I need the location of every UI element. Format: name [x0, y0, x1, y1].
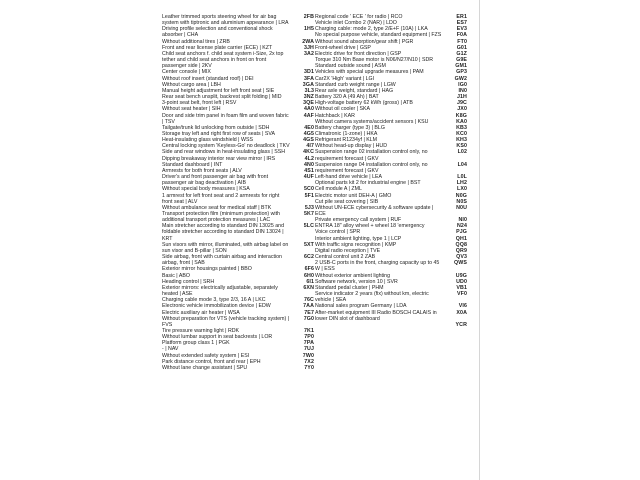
equipment-code: 4KC	[303, 149, 314, 156]
equipment-description: National sales program Germany | LDA	[315, 303, 407, 310]
equipment-description: Side airbag, front with curtain airbag and interaction airbag, front | SAB	[162, 254, 282, 267]
equipment-code: KH3	[456, 137, 467, 144]
equipment-code: 5XT	[303, 241, 314, 248]
equipment-code: QWS	[454, 260, 467, 267]
equipment-code: QH1	[455, 235, 467, 242]
equipment-description: Dipping breakaway interior rear view mirror | IRS	[162, 155, 276, 162]
equipment-code: GP3	[456, 69, 467, 76]
equipment-code: 3D1	[303, 69, 314, 76]
equipment-code: 4I7	[306, 143, 314, 150]
equipment-code-sheet	[162, 14, 470, 472]
equipment-code: QR9	[455, 247, 467, 254]
equipment-description: Manual height adjustment for left front seat | SIE	[162, 87, 275, 94]
equipment-code: 4G5	[303, 130, 314, 137]
equipment-code: PJG	[456, 229, 467, 236]
equipment-code: JX0	[457, 106, 467, 113]
equipment-code: 7K1	[303, 327, 314, 334]
equipment-row	[162, 113, 314, 125]
equipment-code: 5K7	[303, 211, 314, 217]
equipment-description: Without seat heater | SIH	[162, 106, 221, 113]
equipment-description: Without exterior ambient lighting	[315, 272, 390, 279]
equipment-code: LH2	[456, 180, 467, 187]
page-divider	[479, 0, 480, 480]
equipment-code: N0G	[455, 192, 467, 199]
equipment-description: Standard curb weight range | LGW	[315, 81, 396, 88]
equipment-code: X0A	[456, 309, 467, 316]
equipment-column-left	[162, 14, 314, 371]
equipment-description: Charging cable mode 3, type 2/3, 16 A | LKC	[162, 297, 266, 304]
equipment-row	[315, 291, 467, 303]
equipment-code: 7W0	[302, 352, 314, 359]
equipment-code: UD0	[456, 278, 467, 285]
equipment-description: Digital radio reception | TVE	[315, 247, 381, 254]
equipment-description: Tailgate/trunk lid unlocking from outside | SDH	[162, 124, 270, 131]
equipment-code: IN0	[458, 87, 467, 94]
equipment-description: Basic | ABO	[162, 272, 190, 279]
equipment-description: Cut pile seat covering | SIB	[315, 198, 379, 205]
equipment-row	[315, 149, 467, 161]
equipment-code: FT0	[457, 38, 467, 45]
equipment-row	[162, 211, 314, 223]
equipment-code: VB1	[456, 284, 467, 291]
equipment-code: ES7	[456, 20, 467, 27]
equipment-code: L0L	[457, 174, 467, 181]
equipment-code: G01	[456, 44, 467, 51]
equipment-row	[162, 14, 314, 26]
equipment-description: Electric drive for front direction | GSP	[315, 50, 402, 57]
equipment-code: QQ8	[455, 241, 467, 248]
equipment-code: 2WA	[302, 38, 314, 45]
equipment-code: 3JH	[303, 44, 314, 51]
equipment-description: Rear seat bench unsplit, backrest split folding | MID	[162, 94, 282, 101]
equipment-description: Without special body measures | KSA	[162, 186, 250, 193]
equipment-description: Side and rear windows in heat-insulating glass | SSH	[162, 149, 286, 156]
equipment-code: GM1	[455, 63, 467, 70]
equipment-row	[162, 223, 314, 241]
equipment-description: Without sound absorption/gear shift | PGR	[315, 38, 414, 45]
equipment-description: Rear axle weight, standard | HAG	[315, 87, 394, 94]
equipment-row	[315, 260, 467, 272]
equipment-code: 6XN	[303, 284, 314, 291]
equipment-description: Electric motor unit DEH-A | GMO	[315, 192, 392, 199]
equipment-description: 2 USB-C ports in the front, charging capacity up to 45 W | ESS	[315, 260, 440, 273]
equipment-code: N0S	[456, 198, 467, 205]
equipment-row	[315, 322, 467, 328]
equipment-description: Exterior mirror housings painted | BBO	[162, 266, 252, 273]
equipment-description: Transport protection film (minimum protection) with additional transport protection measures | LAC	[162, 211, 280, 224]
equipment-code: 4GS	[303, 137, 314, 144]
equipment-description: Main stretcher according to standard DIN 13025 and foldable stretcher according to standard DIN 13024 | KRT	[162, 223, 284, 242]
equipment-description: Tire pressure warning light | RDK	[162, 327, 240, 334]
equipment-row	[162, 26, 314, 38]
equipment-description: Regional code ' ECE ' for radio | RCO	[315, 14, 403, 20]
equipment-description: Battery charger (type 3) | BLG	[315, 124, 385, 131]
equipment-description: 1 armrest for left front seat and 2 armrests for right front seat | ALV	[162, 192, 280, 205]
equipment-code: 6C2	[303, 254, 314, 261]
equipment-description: Central control unit 2 ZAB	[315, 254, 376, 261]
equipment-code: LX0	[456, 186, 467, 193]
equipment-row	[315, 162, 467, 174]
equipment-code: KC0	[456, 130, 467, 137]
equipment-code: N0U	[456, 204, 467, 211]
equipment-description: Heading control | SRH	[162, 278, 215, 285]
equipment-code: 7X2	[304, 358, 314, 365]
equipment-code: ER1	[456, 14, 467, 20]
equipment-description: Torque 310 Nm Base motor is N06/N27/N10 | SDR	[315, 57, 434, 64]
equipment-code: YCR	[455, 321, 467, 328]
equipment-description: Driver's and front passenger air bag with front passenger air bag deactivation | AIB	[162, 174, 269, 187]
equipment-code: J9C	[456, 100, 467, 107]
equipment-code: L04	[457, 161, 467, 168]
equipment-description: Without extended safety system | ESI	[162, 352, 250, 359]
equipment-row	[162, 365, 314, 371]
equipment-row	[162, 285, 314, 297]
equipment-code: 3FA	[303, 75, 314, 82]
equipment-description: No special purpose vehicle, standard equipment | FZS	[315, 32, 442, 39]
equipment-description: Vehicles with special upgrade measures | PAM	[315, 69, 424, 76]
equipment-description: Leather trimmed sports steering wheel for air bag system with tiptronic and aluminium appearance | LRA	[162, 14, 289, 27]
equipment-code: G1Z	[456, 50, 467, 57]
equipment-row	[162, 316, 314, 328]
equipment-code: NI0	[458, 217, 467, 224]
equipment-code: 6F6	[304, 266, 314, 273]
equipment-description: Standard dashboard | INT	[162, 161, 223, 168]
equipment-description: Refrigerant R1234yf | KLM	[315, 137, 378, 144]
equipment-code: 7UJ	[303, 346, 314, 353]
equipment-code: 1H5	[303, 26, 314, 33]
equipment-description: Without ambulance seat for medical staff | BTK	[162, 204, 272, 211]
equipment-description: - | NAV	[162, 346, 179, 353]
equipment-code: U9G	[455, 272, 467, 279]
equipment-column-right	[315, 14, 467, 328]
equipment-code: K8G	[455, 112, 467, 119]
equipment-code: 5LC	[303, 223, 314, 230]
equipment-description: After-market equipment III Radio BOSCH CALAIS in lower DIN slot of dashboard	[315, 309, 437, 322]
equipment-description: Standard pedal cluster | PHM	[315, 284, 384, 291]
equipment-code: G9E	[456, 57, 467, 64]
equipment-description: Child seat anchors f. child seat system i-Size, 2x top tether and child seat anchors in front on front passenger side | 2KV	[162, 50, 284, 70]
equipment-code: KS0	[456, 143, 467, 150]
equipment-description: Software network, version 10 | SVR	[315, 278, 398, 285]
equipment-description: Front and rear license plate carrier (ECE) | KZT	[162, 44, 273, 51]
equipment-code: 7P0	[304, 334, 314, 341]
equipment-description: ENTRA 18" alloy wheel + wheel 18 'emergency	[315, 223, 425, 230]
equipment-code: KB3	[456, 124, 467, 131]
equipment-description: Climatronic (1-zone) | HKA	[315, 130, 378, 137]
equipment-code: QV3	[456, 254, 467, 261]
equipment-code: 4AF	[303, 112, 314, 119]
equipment-description: Cell module A | ZML	[315, 186, 362, 193]
equipment-code: IG0	[458, 81, 467, 88]
equipment-code: 6I1	[306, 278, 314, 285]
equipment-description: Electric auxiliary air heater | WSA	[162, 309, 240, 316]
equipment-code: 3L3	[304, 87, 314, 94]
equipment-description: Vehicle inlet Combo 2 (NAR) | LDO	[315, 20, 397, 27]
equipment-description: Driving profile selection and conventional shock absorber | CHA	[162, 26, 273, 39]
equipment-description: Front-wheel drive | GSP	[315, 44, 371, 51]
equipment-description: Interior ambient lighting, type 1 | LCP	[315, 235, 402, 242]
equipment-description: Without additional tires | ZRB	[162, 38, 230, 45]
equipment-code: 4UF	[303, 174, 314, 181]
equipment-description: Without UN-ECE cybersecurity & software update | ECE	[315, 204, 434, 217]
equipment-row	[162, 193, 314, 205]
equipment-code: VF0	[456, 291, 467, 298]
equipment-code: L02	[457, 149, 467, 156]
equipment-code: GW2	[454, 75, 467, 82]
equipment-code: 5C0	[303, 186, 314, 193]
equipment-code: KA0	[456, 118, 467, 125]
equipment-code: 76C	[303, 297, 314, 304]
equipment-description: Sun visors with mirror, illuminated, with airbag label on sun visor and B-pillar | SON	[162, 241, 289, 254]
equipment-description: Without oil cooler | SKA	[315, 106, 371, 113]
equipment-description: Hatchback | KAR	[315, 112, 355, 119]
equipment-code: 7Y0	[304, 364, 314, 371]
equipment-description: Central locking system 'Keyless-Go' no deadlock | TKV	[162, 143, 290, 150]
equipment-code: 5J3	[304, 204, 314, 211]
equipment-description: Suspension range 02 installation control only, no requirement forecast | GKV	[315, 149, 428, 162]
equipment-code: 3GA	[302, 81, 314, 88]
equipment-description: Park distance control, front and rear | EPH	[162, 358, 261, 365]
equipment-description: 3-point seat belt, front left | RSV	[162, 100, 237, 107]
equipment-description: Center console | MIX	[162, 69, 211, 76]
equipment-description: Without lumbar support in seat backrests | LOR	[162, 334, 273, 341]
equipment-description: Armrests for both front seats | ALV	[162, 167, 242, 174]
equipment-description: Without preparation for VTS (vehicle tracking system) | FVS	[162, 315, 290, 328]
equipment-row	[162, 254, 314, 266]
equipment-code: 4L2	[304, 155, 314, 162]
equipment-description: Left-hand drive vehicle | LEA	[315, 174, 383, 181]
equipment-description: Without cargo area | LBH	[162, 81, 221, 88]
equipment-code: 4E0	[304, 124, 314, 131]
equipment-description: Platform group class 1 | PGK	[162, 340, 230, 347]
equipment-code: 2FB	[303, 14, 314, 20]
equipment-description: Heat-insulating glass windshield | WSS	[162, 137, 253, 144]
equipment-description: Service indicator 2 years (fix) without km, electric vehicle | SEA	[315, 291, 429, 304]
equipment-description: Charging cable: mode 2, type 2/E+F (10A) | LKA	[315, 26, 428, 33]
equipment-code: 4S1	[304, 167, 314, 174]
equipment-code: 7E7	[304, 309, 314, 316]
equipment-description: Without camera systems/accident sensors | KSU	[315, 118, 429, 125]
equipment-description: Door and side trim panel in foam film and woven fabric | TSV	[162, 112, 289, 125]
equipment-description: Battery 320 A (49 Ah) | BAT	[315, 94, 379, 101]
equipment-description: Without lane change assistant | SPU	[162, 364, 248, 371]
equipment-description: Without head-up display | HUD	[315, 143, 387, 150]
equipment-row	[162, 174, 314, 186]
equipment-description: Suspension range 04 installation control only, no requirement forecast | GKV	[315, 161, 428, 174]
equipment-code: 3QE	[303, 100, 314, 107]
equipment-code: J1H	[456, 94, 467, 101]
equipment-code: EV3	[456, 26, 467, 33]
equipment-row	[162, 51, 314, 69]
equipment-description: High-voltage battery 62 kWh (gross) | ATB	[315, 100, 413, 107]
equipment-row	[315, 205, 467, 217]
equipment-code: 4N0	[303, 161, 314, 168]
equipment-code: 7G0	[303, 315, 314, 322]
equipment-description: Standard outside sound | ASM	[315, 63, 386, 70]
equipment-description: Optional parts kit 2 for industrial engine | BST	[315, 180, 421, 187]
equipment-row	[315, 310, 467, 322]
equipment-code: 3NZ	[303, 94, 314, 101]
equipment-code: 5F1	[304, 192, 314, 199]
equipment-code: 6H0	[303, 272, 314, 279]
equipment-code: 3A2	[303, 50, 314, 57]
equipment-description: Private emergency call system | RUF	[315, 217, 402, 224]
equipment-description: Electronic vehicle immobilization device | EDW	[162, 303, 271, 310]
equipment-code: 7AA	[303, 303, 314, 310]
equipment-code: F0A	[456, 32, 467, 39]
equipment-code: 4A0	[303, 106, 314, 113]
equipment-code: N24	[456, 223, 467, 230]
equipment-code: VI6	[458, 303, 467, 310]
equipment-description: Voice control | SPR	[315, 229, 361, 236]
equipment-code: 7PA	[303, 340, 314, 347]
equipment-description: Without roof insert (standard roof) | DEI	[162, 75, 254, 82]
equipment-description: Car2X 'High' variant | LGI	[315, 75, 375, 82]
equipment-description: Exterior mirrors: electrically adjustable, separately heated | ASE	[162, 284, 278, 298]
equipment-row	[162, 242, 314, 254]
equipment-description: Storage tray left and right first row of seats | SVA	[162, 130, 276, 137]
equipment-description: With traffic signs recognition | KMP	[315, 241, 397, 248]
